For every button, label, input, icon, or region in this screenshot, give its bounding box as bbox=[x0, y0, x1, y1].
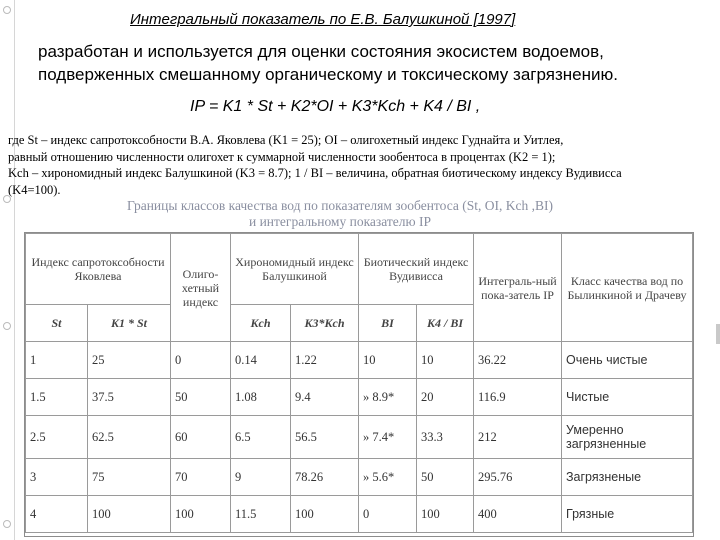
cell: 60 bbox=[171, 416, 231, 459]
cell: 36.22 bbox=[474, 342, 562, 379]
cell: 9 bbox=[231, 459, 291, 496]
quality-table-image bbox=[24, 232, 694, 537]
sub-header: Kch bbox=[231, 305, 291, 342]
definition-line: равный отношению численности олигохет к суммарной численности зообентоса в процентах (K2 = 1); bbox=[8, 149, 556, 164]
class-cell: Загрязненые bbox=[562, 459, 693, 496]
cell: 50 bbox=[171, 379, 231, 416]
group-header: Класс качества вод по Былинкиной и Драчеву bbox=[562, 234, 693, 342]
definitions bbox=[8, 132, 713, 198]
cell: 1.08 bbox=[231, 379, 291, 416]
table-caption-line: и интегральному показателю IP bbox=[248, 214, 431, 229]
cell: » 5.6* bbox=[359, 459, 417, 496]
quality-table bbox=[25, 233, 693, 533]
cell: 100 bbox=[417, 496, 474, 533]
decor-dot bbox=[3, 6, 11, 14]
cell: 75 bbox=[88, 459, 171, 496]
cell: 1.5 bbox=[26, 379, 88, 416]
slide-left-border bbox=[0, 0, 15, 540]
cell: » 7.4* bbox=[359, 416, 417, 459]
table-row bbox=[26, 459, 693, 496]
group-header: Интеграль-ный пока-затель IP bbox=[474, 234, 562, 342]
class-cell: Очень чистые bbox=[562, 342, 693, 379]
group-header: Олиго-хетный индекс bbox=[171, 234, 231, 342]
sub-header: K4 / BI bbox=[417, 305, 474, 342]
cell: 33.3 bbox=[417, 416, 474, 459]
intro-text: разработан и используется для оценки состояния экосистем водоемов, подверженных смешанному органическому и токсическому загрязнению. bbox=[38, 42, 618, 84]
table-group-header-row bbox=[26, 234, 693, 305]
table-caption bbox=[110, 198, 570, 230]
sub-header: St bbox=[26, 305, 88, 342]
class-cell: Чистые bbox=[562, 379, 693, 416]
formula: IP = K1 * St + K2*OI + K3*Kch + K4 / BI , bbox=[190, 98, 481, 115]
slide-title: Интегральный показатель по Е.В. Балушкиной [1997] bbox=[130, 11, 516, 28]
sub-header: BI bbox=[359, 305, 417, 342]
cell: 56.5 bbox=[291, 416, 359, 459]
cell: 100 bbox=[88, 496, 171, 533]
scroll-strip bbox=[716, 324, 720, 344]
table-row bbox=[26, 379, 693, 416]
table-row bbox=[26, 496, 693, 533]
table-caption-line: Границы классов качества вод по показателям зообентоса (St, OI, Kch ,BI) bbox=[127, 198, 553, 213]
sub-header: K1 * St bbox=[88, 305, 171, 342]
cell: 400 bbox=[474, 496, 562, 533]
cell: 25 bbox=[88, 342, 171, 379]
cell: 100 bbox=[291, 496, 359, 533]
class-cell: Умеренно загрязненные bbox=[562, 416, 693, 459]
group-header: Биотический индекс Вудивисса bbox=[359, 234, 474, 305]
cell: 0 bbox=[359, 496, 417, 533]
cell: 62.5 bbox=[88, 416, 171, 459]
cell: 1 bbox=[26, 342, 88, 379]
cell: 2.5 bbox=[26, 416, 88, 459]
cell: 11.5 bbox=[231, 496, 291, 533]
cell: 70 bbox=[171, 459, 231, 496]
cell: 0 bbox=[171, 342, 231, 379]
cell: 100 bbox=[171, 496, 231, 533]
cell: 212 bbox=[474, 416, 562, 459]
cell: 9.4 bbox=[291, 379, 359, 416]
definition-line: (K4=100). bbox=[8, 182, 61, 197]
cell: 10 bbox=[417, 342, 474, 379]
cell: 0.14 bbox=[231, 342, 291, 379]
definition-line: Kch – хирономидный индекс Балушкиной (K3 = 8.7); 1 / BI – величина, обратная биотическому индексу Вудивисса bbox=[8, 166, 622, 180]
group-header: Индекс сапротоксобности Яковлева bbox=[26, 234, 171, 305]
cell: 295.76 bbox=[474, 459, 562, 496]
table-row bbox=[26, 342, 693, 379]
class-cell: Грязные bbox=[562, 496, 693, 533]
cell: 20 bbox=[417, 379, 474, 416]
cell: 1.22 bbox=[291, 342, 359, 379]
cell: 116.9 bbox=[474, 379, 562, 416]
cell: 50 bbox=[417, 459, 474, 496]
table-row bbox=[26, 416, 693, 459]
cell: 78.26 bbox=[291, 459, 359, 496]
cell: 10 bbox=[359, 342, 417, 379]
decor-dot bbox=[3, 520, 11, 528]
cell: 37.5 bbox=[88, 379, 171, 416]
cell: 4 bbox=[26, 496, 88, 533]
group-header: Хирономидный индекс Балушкиной bbox=[231, 234, 359, 305]
sub-header: K3*Kch bbox=[291, 305, 359, 342]
decor-dot bbox=[3, 322, 11, 330]
cell: » 8.9* bbox=[359, 379, 417, 416]
cell: 3 bbox=[26, 459, 88, 496]
cell: 6.5 bbox=[231, 416, 291, 459]
definition-line: где St – индекс сапротоксобности В.А. Яковлева (K1 = 25); OI – олигохетный индекс Гуднайта и Уитлея, bbox=[8, 133, 564, 147]
